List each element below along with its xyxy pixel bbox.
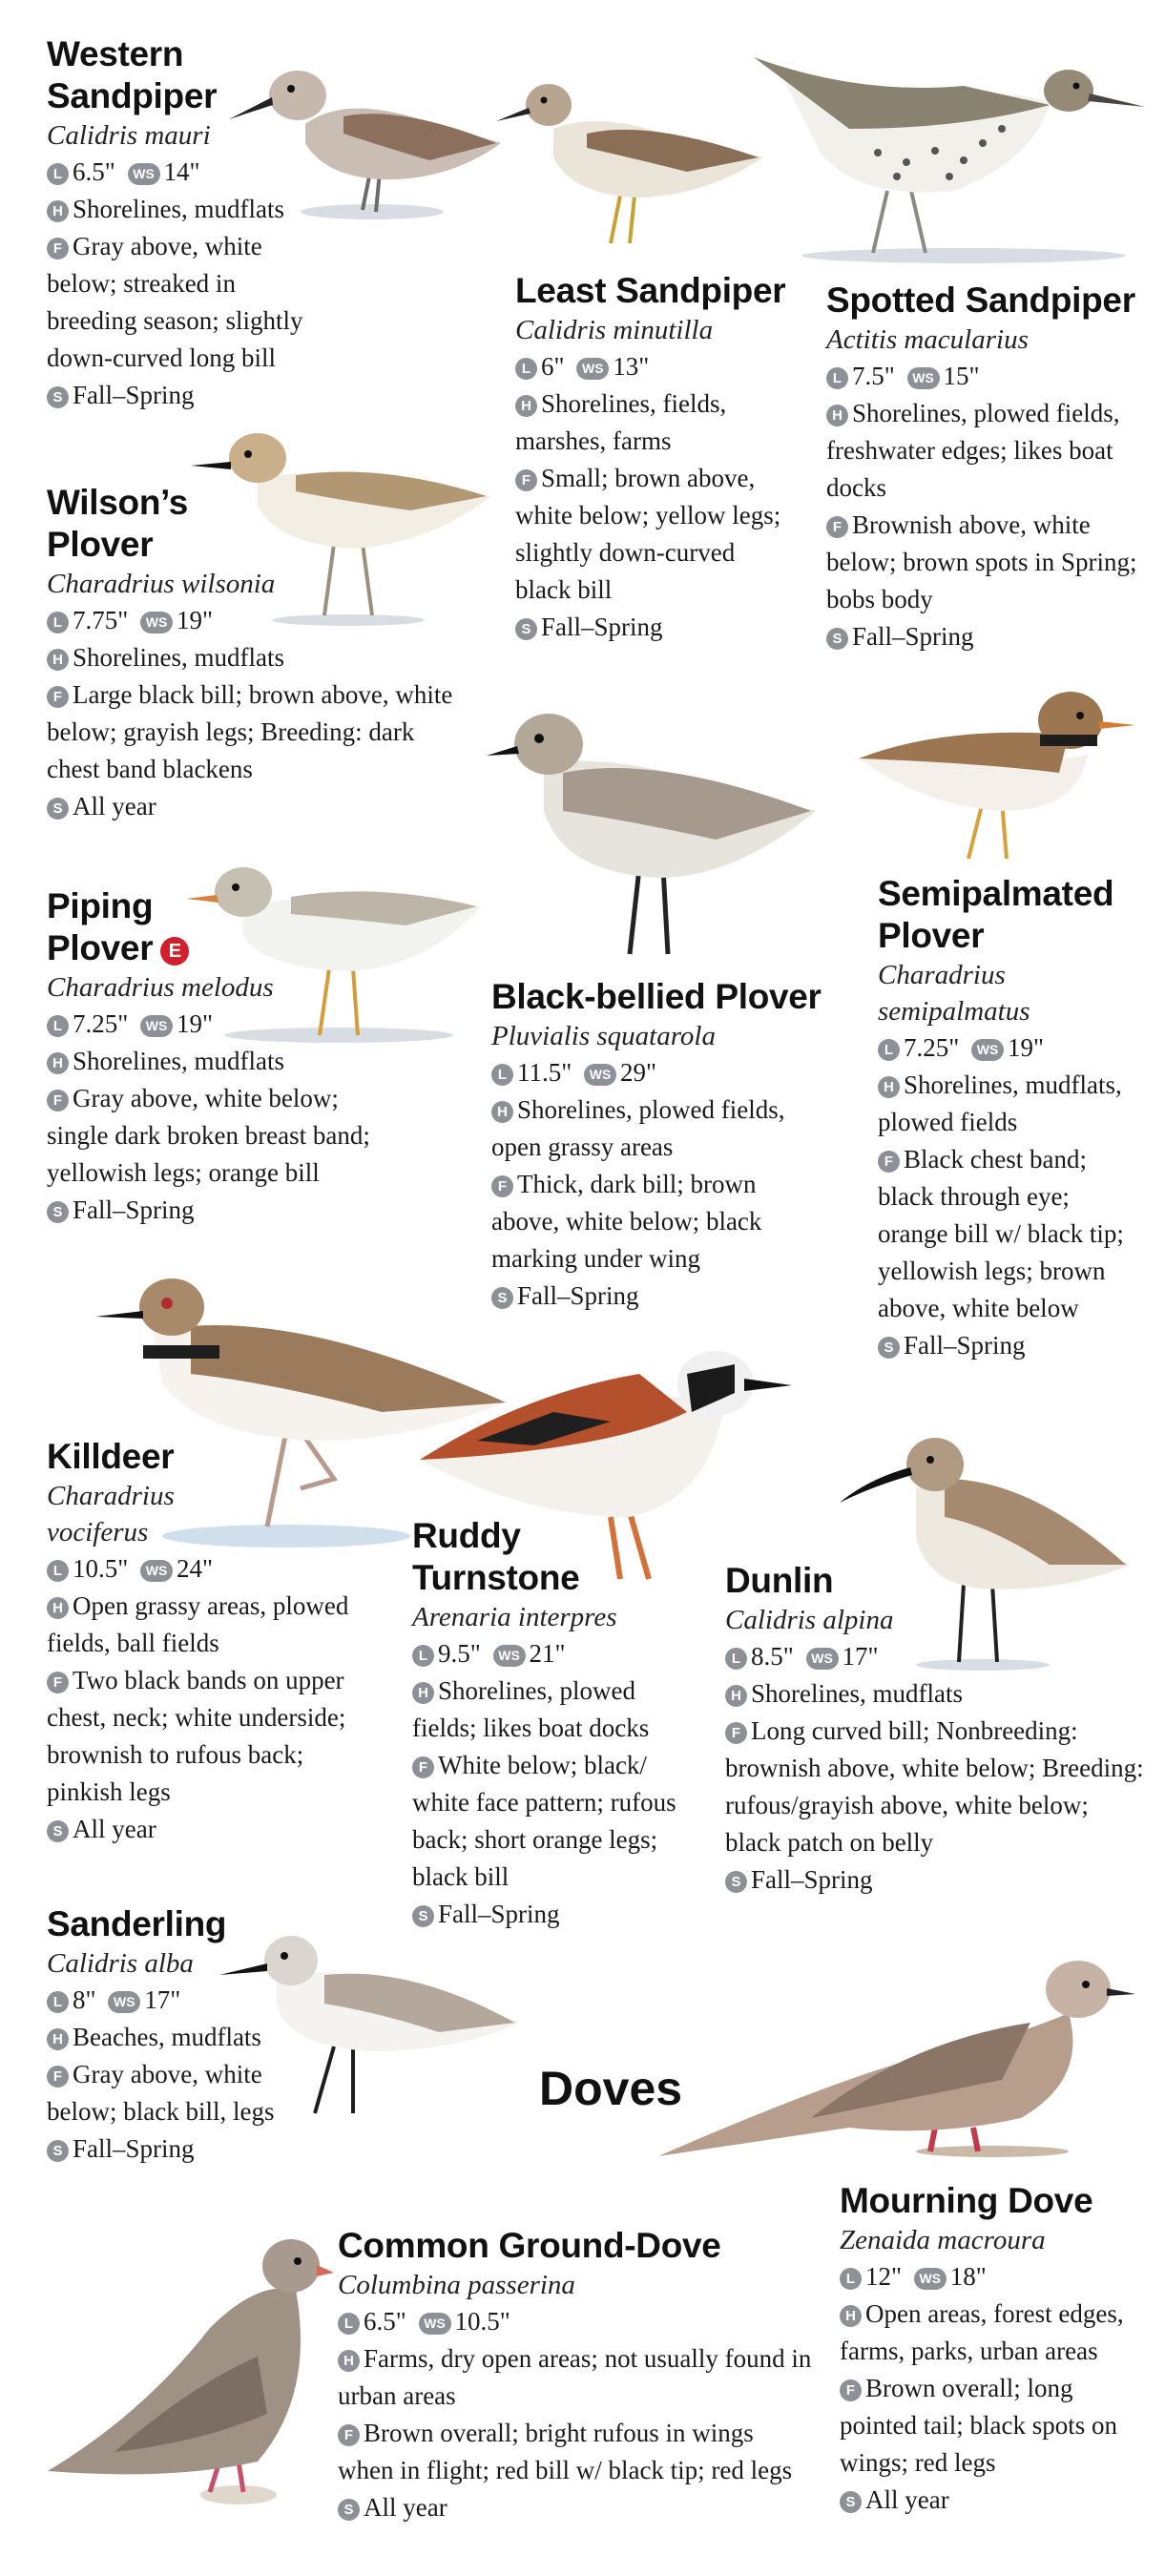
habitat-text: Shorelines, plowed fields; likes boat docks [412,1676,650,1742]
season-line [47,2130,304,2168]
wingspan-badge: WS [140,1015,173,1037]
season-line [878,1327,1145,1364]
season-text: Fall–Spring [541,613,663,641]
species-entry-spotted-sandpiper [826,280,1141,655]
wingspan-badge: WS [108,1991,140,2013]
habitat-line [725,1675,1145,1713]
species-entry-black-bellied-plover [491,976,825,1315]
wingspan-value: 15" [943,362,980,390]
wingspan-badge: WS [971,1039,1004,1061]
features-badge: F [47,1090,69,1111]
features-line [47,1080,400,1192]
species-entry-sanderling [47,1903,304,2168]
habitat-line [412,1672,698,1747]
species-name: Wilson’s Plover [47,483,189,564]
features-line [412,1747,698,1896]
species-name: Spotted Sandpiper [826,280,1135,320]
season-text: Fall–Spring [73,381,195,409]
species-name: Dunlin [725,1561,834,1600]
season-badge: S [47,2140,69,2162]
habitat-badge: H [515,395,537,417]
season-line [840,2482,1145,2519]
species-name: Least Sandpiper [515,271,786,310]
length-badge: L [491,1064,513,1086]
season-text: Fall–Spring [73,1195,195,1224]
season-line [515,609,792,646]
wingspan-value: 18" [949,2262,987,2291]
features-line [338,2415,815,2489]
wingspan-value: 29" [620,1058,657,1087]
wingspan-value: 17" [842,1642,879,1671]
features-badge: F [338,2424,360,2446]
features-badge: F [47,1672,69,1693]
season-text: Fall–Spring [751,1865,873,1894]
habitat-text: Shorelines, fields, marshes, farms [515,389,727,455]
season-badge: S [338,2499,360,2521]
season-text: All year [865,2485,949,2514]
features-line [47,228,323,377]
season-text: Fall–Spring [517,1281,639,1310]
habitat-text: Shorelines, plowed fields, freshwater edges; likes boat docks [826,399,1120,502]
species-name: Mourning Dove [840,2181,1093,2220]
length-value: 7.25" [73,1009,129,1038]
length-badge: L [47,1015,69,1037]
endangered-badge: E [160,937,189,966]
size-line [515,348,792,385]
season-text: Fall–Spring [852,622,974,651]
length-badge: L [826,367,848,389]
features-line [725,1713,1145,1861]
species-name [47,33,323,117]
habitat-badge: H [840,2305,862,2327]
features-text: Gray above, white below; single dark broken breast band; yellowish legs; orange bill [47,1084,370,1187]
length-value: 12" [865,2262,903,2291]
section-title-doves: Doves [539,2062,683,2115]
wingspan-badge: WS [584,1064,616,1086]
size-line [725,1638,1145,1675]
mourning-dove-illustration [658,1937,1135,2166]
length-value: 10.5" [73,1554,129,1583]
scientific-name: Charadrius wilsonia [47,569,276,599]
length-value: 7.75" [73,606,129,634]
size-line [47,1982,304,2019]
species-name: Ruddy Turnstone [412,1516,580,1597]
habitat-text: Shorelines, plowed fields, open grassy areas [491,1095,785,1161]
length-value: 9.5" [438,1639,481,1668]
season-line [47,1192,400,1229]
species-name-text: Western Sandpiper [47,34,218,115]
habitat-badge: H [47,200,69,222]
length-value: 6.5" [364,2307,406,2336]
habitat-badge: H [47,2028,69,2050]
features-badge: F [47,686,69,708]
season-badge: S [826,628,848,650]
season-badge: S [515,618,537,640]
habitat-badge: H [338,2350,360,2372]
size-line [47,1006,400,1043]
season-text: Fall–Spring [438,1900,560,1928]
wingspan-value: 10.5" [454,2307,510,2336]
season-badge: S [47,1820,69,1842]
length-badge: L [412,1645,434,1667]
wingspan-badge: WS [140,612,173,634]
scientific-name: Columbina passerina [338,2270,575,2300]
scientific-name: Charadrius semipalmatus [878,960,1030,1027]
habitat-badge: H [412,1682,434,1704]
habitat-line [47,2019,304,2056]
species-entry-semipalmated-plover [878,873,1145,1364]
wingspan-badge: WS [140,1560,173,1582]
wingspan-badge: WS [128,163,160,185]
features-badge: F [725,1722,747,1744]
length-value: 8.5" [751,1642,794,1671]
wingspan-value: 14" [163,157,200,186]
features-badge: F [412,1756,434,1778]
common-ground-dove-illustration [48,2223,334,2509]
habitat-badge: H [826,405,848,426]
wingspan-value: 19" [177,606,214,634]
length-value: 6" [541,352,565,381]
features-line [515,460,792,609]
least-sandpiper-illustration [496,52,773,253]
features-badge: F [47,2066,69,2088]
season-badge: S [878,1337,900,1359]
features-line [47,676,467,788]
size-line [338,2303,815,2340]
wingspan-value: 21" [529,1639,566,1668]
habitat-text: Shorelines, mudflats [751,1679,963,1708]
scientific-name: Charadrius vociferus [47,1481,175,1548]
length-badge: L [878,1039,900,1061]
features-text: Brown overall; long pointed tail; black spots on wings; red legs [840,2374,1117,2477]
features-text: Gray above, white below; black bill, legs [47,2060,275,2126]
length-badge: L [47,612,69,634]
size-line [412,1635,698,1672]
habitat-line [47,1043,400,1080]
features-line [826,507,1141,618]
habitat-text: Beaches, mudflats [73,2023,261,2051]
features-badge: F [491,1175,513,1197]
size-line [47,1550,362,1588]
habitat-text: Shorelines, mudflats [73,643,284,672]
wingspan-badge: WS [907,367,940,389]
features-line [840,2370,1145,2482]
species-entry-killdeer [47,1436,362,1848]
features-line [878,1141,1145,1327]
scientific-name: Zenaida macroura [840,2225,1046,2255]
species-entry-piping-plover [47,885,400,1229]
species-entry-common-ground-dove [338,2225,815,2526]
length-badge: L [515,358,537,380]
habitat-line [47,639,467,676]
habitat-badge: H [47,1052,69,1074]
habitat-line [47,1588,362,1662]
wingspan-badge: WS [576,358,609,380]
features-badge: F [878,1151,900,1173]
species-name: Black-bellied Plover [491,977,822,1016]
species-entry-least-sandpiper [515,270,792,646]
season-line [338,2489,815,2526]
scientific-name: Calidris mauri [47,120,211,151]
habitat-badge: H [725,1685,747,1707]
species-entry-wilsons-plover [47,482,467,825]
season-badge: S [47,798,69,820]
size-line [878,1029,1145,1067]
habitat-line [515,385,792,460]
season-badge: S [47,386,69,408]
season-badge: S [491,1287,513,1309]
wingspan-value: 24" [177,1554,214,1583]
season-text: Fall–Spring [73,2134,195,2163]
length-badge: L [725,1648,747,1670]
habitat-text: Open grassy areas, plowed fields, ball fields [47,1591,349,1657]
season-line [47,377,323,414]
length-value: 6.5" [73,157,115,186]
season-line [412,1896,698,1933]
length-value: 8" [73,1985,96,2014]
length-badge: L [338,2313,360,2335]
black-bellied-plover-illustration [487,696,821,964]
habitat-badge: H [47,649,69,671]
wingspan-value: 17" [144,1985,181,2014]
habitat-text: Shorelines, mudflats [73,1047,284,1075]
species-name: Semipalmated Plover [878,874,1114,955]
size-line [826,358,1141,395]
features-text: Brown overall; bright rufous in wings when in flight; red bill w/ black tip; red legs [338,2419,793,2484]
species-name: Common Ground-Dove [338,2226,721,2265]
habitat-text: Open areas, forest edges, farms, parks, urban areas [840,2299,1124,2365]
habitat-line [338,2340,815,2415]
size-line [840,2258,1145,2296]
length-value: 7.5" [852,362,895,390]
habitat-line [826,395,1141,507]
wingspan-value: 19" [1008,1033,1045,1062]
scientific-name: Arenaria interpres [412,1602,617,1632]
scientific-name: Charadrius melodus [47,972,274,1003]
features-line [491,1166,825,1278]
size-line [47,602,467,639]
habitat-badge: H [47,1597,69,1619]
features-line [47,1662,362,1811]
species-name: Sanderling [47,1904,227,1943]
habitat-text: Farms, dry open areas; not usually found in urban areas [338,2344,812,2410]
features-text: Thick, dark bill; brown above, white below; black marking under wing [491,1170,762,1273]
season-line [47,788,467,825]
features-text: Two black bands on upper chest, neck; white underside; brownish to rufous back; pinkish legs [47,1666,346,1806]
length-badge: L [840,2268,862,2290]
semipalmated-plover-illustration [849,668,1135,868]
features-text: Brownish above, white below; brown spots in Spring; bobs body [826,510,1137,613]
scientific-name: Calidris alba [47,1948,194,1979]
wingspan-badge: WS [419,2313,451,2335]
season-badge: S [47,1201,69,1223]
features-badge: F [840,2379,862,2401]
season-badge: S [412,1905,434,1927]
habitat-line [491,1091,825,1166]
habitat-line [47,191,323,228]
species-entry-western-sandpiper [47,33,323,414]
species-entry-ruddy-turnstone [412,1515,698,1933]
species-entry-dunlin [725,1560,1145,1899]
season-line [491,1278,825,1315]
season-text: All year [73,792,156,821]
wingspan-badge: WS [806,1648,839,1670]
features-text: White below; black/ white face pattern; rufous back; short orange legs; black bill [412,1751,676,1891]
season-line [47,1811,362,1848]
wingspan-badge: WS [914,2268,947,2290]
size-line [47,154,323,191]
length-badge: L [47,163,69,185]
wingspan-badge: WS [493,1645,526,1667]
features-badge: F [515,469,537,491]
species-name-text: Piping Plover [47,886,154,967]
spotted-sandpiper-illustration [744,38,1145,267]
scientific-name: Actitis macularius [826,324,1029,355]
season-badge: S [840,2491,862,2513]
features-text: Gray above, white below; streaked in breeding season; slightly down-curved long bill [47,232,303,372]
season-text: All year [73,1815,156,1843]
scientific-name: Calidris minutilla [515,315,714,345]
season-line [826,618,1141,655]
habitat-line [878,1067,1145,1141]
features-badge: F [47,238,69,260]
features-text: Black chest band; black through eye; orange bill w/ black tip; yellowish legs; brown above, white below [878,1145,1124,1322]
habitat-text: Shorelines, mudflats [73,195,284,223]
season-text: Fall–Spring [904,1331,1026,1360]
season-line [725,1861,1145,1899]
length-badge: L [47,1991,69,2013]
length-badge: L [47,1560,69,1582]
size-line [491,1054,825,1091]
length-value: 11.5" [517,1058,572,1087]
season-badge: S [725,1871,747,1893]
species-name: Killdeer [47,1437,175,1476]
features-line [47,2056,304,2130]
features-text: Long curved bill; Nonbreeding: brownish above, white below; Breeding: rufous/grayish above, white below; black patch on belly [725,1716,1144,1857]
wingspan-value: 19" [177,1009,214,1038]
features-text: Large black bill; brown above, white below; grayish legs; Breeding: dark chest band blackens [47,680,453,783]
species-name [47,885,238,969]
season-text: All year [364,2493,447,2522]
scientific-name: Pluvialis squatarola [491,1021,716,1051]
habitat-line [840,2296,1145,2370]
scientific-name: Calidris alpina [725,1605,894,1635]
length-value: 7.25" [904,1033,960,1062]
features-badge: F [826,516,848,538]
habitat-badge: H [878,1076,900,1098]
species-entry-mourning-dove [840,2180,1145,2519]
features-text: Small; brown above, white below; yellow legs; slightly down-curved black bill [515,464,781,604]
habitat-badge: H [491,1101,513,1123]
habitat-text: Shorelines, mudflats, plowed fields [878,1070,1122,1136]
wingspan-value: 13" [613,352,650,381]
